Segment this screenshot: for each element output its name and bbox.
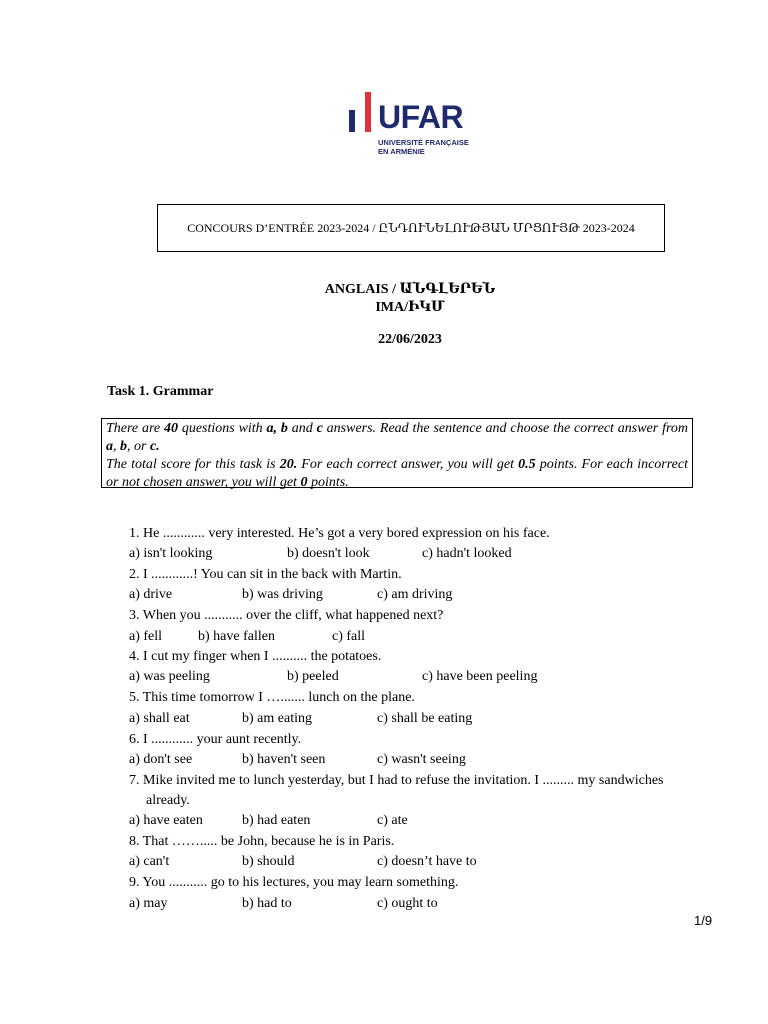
question-7-line-2: already. [146,793,190,808]
instructions-paragraph-2: The total score for this task is 20. For each correct answer, you will get 0.5 points. For each incorrect or not chosen answer, you will get 0 points. [106,457,688,490]
question-8: 8. That ……..... be John, because he is in Paris. [129,834,395,849]
logo-blue-bar [349,110,355,132]
exam-date: 22/06/2023 [378,332,442,347]
q6-option-b: b) haven't seen [242,752,326,767]
q5-option-c: c) shall be eating [377,711,473,726]
question-2: 2. I ............! You can sit in the back with Martin. [129,567,402,582]
instructions-paragraph-1: There are 40 questions with a, b and c answers. Read the sentence and choose the correct answer from a, b, or c. [106,421,688,454]
q8-option-b: b) should [242,854,295,869]
q6-option-a: a) don't see [129,752,193,767]
question-7-line-1: 7. Mike invited me to lunch yesterday, but I had to refuse the invitation. I ......... my sandwiches [129,773,664,788]
logo-subtitle-line-1: UNIVERSITÉ FRANÇAISE [378,138,469,147]
q3-option-c: c) fall [332,629,366,644]
q1-option-c: c) hadn't looked [422,546,512,561]
concours-header-box [157,204,665,252]
question-4: 4. I cut my finger when I .......... the potatoes. [129,649,382,664]
q2-option-b: b) was driving [242,587,323,602]
q3-option-a: a) fell [129,629,163,644]
logo-wordmark: UFAR [378,99,464,135]
concours-title: CONCOURS D’ENTRÉE 2023-2024 / ԸՆԴՈՒՆԵԼՈՒԹՅԱՆ ՄՐՑՈՒՅԹ 2023-2024 [187,220,635,235]
question-5: 5. This time tomorrow I …....... lunch on the plane. [129,690,415,705]
logo-red-bar [365,92,371,132]
q8-option-c: c) doesn’t have to [377,854,477,869]
question-1: 1. He ............ very interested. He’s got a very bored expression on his face. [129,526,550,541]
q4-option-c: c) have been peeling [422,669,538,684]
logo-subtitle-line-2: EN ARMÉNIE [378,147,425,156]
q2-option-a: a) drive [129,587,173,602]
instructions-box [101,418,693,488]
question-3: 3. When you ........... over the cliff, what happened next? [129,608,444,623]
q5-option-b: b) am eating [242,711,312,726]
q4-option-b: b) peeled [287,669,339,684]
question-9: 9. You ........... go to his lectures, you may learn something. [129,875,459,890]
q9-option-a: a) may [129,896,168,911]
q3-option-b: b) have fallen [198,629,275,644]
q2-option-c: c) am driving [377,587,453,602]
question-7 [129,771,719,811]
q7-option-c: c) ate [377,813,408,828]
question-6: 6. I ............ your aunt recently. [129,732,302,747]
q4-option-a: a) was peeling [129,669,210,684]
logo-subtitle [378,138,469,156]
q1-option-b: b) doesn't look [287,546,370,561]
q7-option-b: b) had eaten [242,813,311,828]
q9-option-b: b) had to [242,896,292,911]
q7-option-a: a) have eaten [129,813,203,828]
subject-title: ANGLAIS / ԱՆԳԼԵՐԵՆ [324,282,496,297]
task-title: Task 1. Grammar [107,384,214,399]
ufar-logo [349,92,473,168]
q8-option-a: a) can't [129,854,170,869]
program-code: IMA/ԻԿՄ [375,300,445,315]
q9-option-c: c) ought to [377,896,438,911]
page-number: 1/9 [694,913,713,928]
q6-option-c: c) wasn't seeing [377,752,466,767]
q5-option-a: a) shall eat [129,711,190,726]
q1-option-a: a) isn't looking [129,546,213,561]
